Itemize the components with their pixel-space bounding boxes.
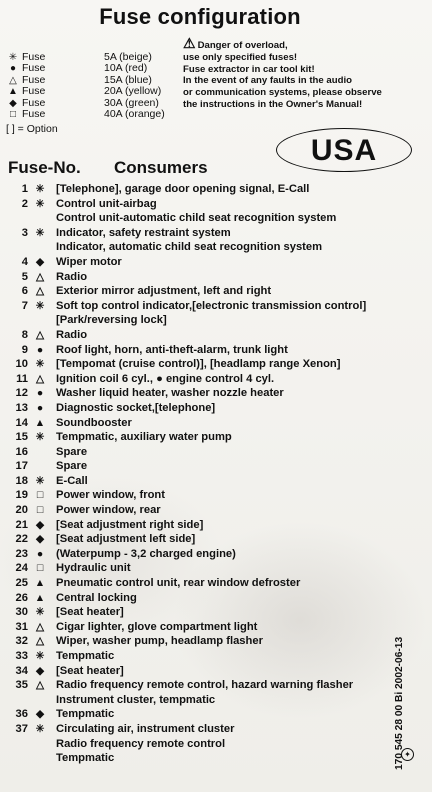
filled-triangle-icon: ▲ <box>34 416 46 429</box>
legend-row <box>6 86 176 97</box>
fuse-row <box>0 488 432 503</box>
fuse-consumer: [Tempomat (cruise control)], [headlamp range Xenon] <box>56 358 341 371</box>
fuse-consumer: E-Call <box>56 474 88 487</box>
fuse-row <box>0 634 432 649</box>
fuse-consumer: Power window, front <box>56 489 165 502</box>
asterisk-icon: ✳ <box>8 52 18 63</box>
warning-line <box>183 87 423 99</box>
legend-value: 15A (blue) <box>104 73 152 86</box>
fuse-number: 35 <box>15 679 28 692</box>
warning-text: use only specified fuses! <box>183 51 298 63</box>
fuse-row <box>0 343 432 358</box>
fuse-number: 9 <box>21 343 28 356</box>
fuse-consumer: Wiper, washer pump, headlamp flasher <box>56 635 263 648</box>
asterisk-icon: ✳ <box>35 358 45 371</box>
fuse-number: 7 <box>21 299 28 312</box>
fuse-number: 15 <box>15 431 28 444</box>
asterisk-icon: ✳ <box>35 722 45 735</box>
fuse-row-continuation <box>0 693 432 708</box>
fuse-consumer: (Waterpump - 3,2 charged engine) <box>56 547 236 560</box>
page-title: Fuse configuration <box>99 4 301 29</box>
fuse-row <box>0 401 432 416</box>
fuse-consumer: [Telephone], garage door opening signal, E-Call <box>56 183 310 195</box>
fuse-row <box>0 474 432 489</box>
fuse-number: 24 <box>15 562 28 575</box>
fuse-number: 5 <box>21 270 28 283</box>
filled-circle-icon: ● <box>36 401 44 414</box>
legend-value: 40A (orange) <box>104 107 165 120</box>
filled-triangle-icon: ▲ <box>34 591 46 604</box>
outline-triangle-icon: △ <box>35 270 45 283</box>
consumers-header: Consumers <box>114 158 208 177</box>
outline-triangle-icon: △ <box>9 74 17 86</box>
fuse-number: 12 <box>15 387 28 400</box>
warning-line <box>183 52 423 64</box>
fuse-number: 25 <box>15 577 28 590</box>
fuse-consumer: Instrument cluster, tempmatic <box>56 693 216 706</box>
outline-triangle-icon: △ <box>35 328 45 341</box>
warning-line <box>183 99 423 111</box>
fuse-consumer: Spare <box>56 445 88 458</box>
fuse-row <box>0 532 432 547</box>
fuse-consumer: Washer liquid heater, washer nozzle heater <box>56 387 284 400</box>
fuse-row <box>0 445 432 460</box>
fuse-consumer: Ignition coil 6 cyl., ● engine control 4 cyl. <box>56 372 275 385</box>
fuse-row <box>0 561 432 576</box>
outline-triangle-icon: △ <box>35 372 45 385</box>
warning-line <box>183 64 423 76</box>
fuse-consumer: Roof light, horn, anti-theft-alarm, trunk light <box>56 343 288 356</box>
warning-text: Fuse extractor in car tool kit! <box>183 63 315 75</box>
fuse-row <box>0 226 432 241</box>
legend-label: Fuse <box>22 73 46 86</box>
fuse-consumer: [Seat heater] <box>56 606 124 619</box>
fuse-row <box>0 707 432 722</box>
fuse-row <box>0 299 432 314</box>
fuse-consumer: Power window, rear <box>56 504 161 517</box>
outline-triangle-icon: △ <box>35 635 45 648</box>
fuse-number: 22 <box>15 533 28 546</box>
legend-value: 10A (red) <box>104 62 148 75</box>
fuse-row <box>0 503 432 518</box>
legend-label: Fuse <box>22 96 46 109</box>
fuse-consumer: Circulating air, instrument cluster <box>56 722 235 735</box>
fuse-row <box>0 372 432 387</box>
fuse-consumer: Tempmatic <box>56 650 115 662</box>
fuse-number: 13 <box>15 401 28 414</box>
fuse-legend <box>6 52 176 120</box>
fuse-consumer: Radio frequency remote control <box>56 737 226 750</box>
legend-label: Fuse <box>22 107 46 120</box>
fuse-consumer: Hydraulic unit <box>56 562 131 575</box>
fuse-row <box>0 182 432 197</box>
fuse-number: 18 <box>15 474 28 487</box>
fuse-row <box>0 576 432 591</box>
fuse-consumer: [Park/reversing lock] <box>56 314 167 327</box>
part-number: 170 545 28 00 Bi 2002-06-13 <box>394 636 405 770</box>
fuse-consumer: Tempmatic <box>56 708 115 721</box>
fuse-row <box>0 605 432 620</box>
fuse-consumer: Soundbooster <box>56 416 132 429</box>
fuse-row <box>0 722 432 737</box>
fuse-consumer: Exterior mirror adjustment, left and right <box>56 285 272 298</box>
fuse-row <box>0 459 432 474</box>
fuse-row <box>0 197 432 212</box>
filled-circle-icon: ● <box>36 387 44 400</box>
fuse-consumer: Spare <box>56 460 88 473</box>
fuse-row <box>0 430 432 445</box>
asterisk-icon: ✳ <box>35 606 45 619</box>
fuse-number: 6 <box>21 285 28 298</box>
outline-square-icon: □ <box>36 562 44 575</box>
asterisk-icon: ✳ <box>35 299 45 312</box>
fuse-row <box>0 284 432 299</box>
asterisk-icon: ✳ <box>35 431 45 444</box>
fuse-number: 14 <box>15 416 28 429</box>
filled-diamond-icon: ◆ <box>35 533 45 546</box>
fuse-consumer: Indicator, automatic child seat recognition system <box>56 241 323 254</box>
option-note: [ ] = Option <box>6 123 58 135</box>
warning-notice <box>183 35 423 111</box>
filled-diamond-icon: ◆ <box>35 664 45 677</box>
filled-circle-icon: ● <box>9 63 17 75</box>
warning-text: In the event of any faults in the audio <box>183 75 352 87</box>
fuse-row-continuation <box>0 737 432 752</box>
fuse-number: 17 <box>15 460 28 473</box>
legend-label: Fuse <box>22 51 46 63</box>
fuse-number: 34 <box>15 664 28 677</box>
fuse-row <box>0 416 432 431</box>
fuse-row-continuation <box>0 751 432 766</box>
fuse-consumer: Wiper motor <box>56 255 122 268</box>
legend-value: 30A (green) <box>104 96 159 109</box>
legend-label: Fuse <box>22 62 46 75</box>
fuse-row <box>0 620 432 635</box>
fuse-number: 23 <box>15 547 28 560</box>
outline-triangle-icon: △ <box>35 620 45 633</box>
filled-circle-icon: ● <box>36 343 44 356</box>
legend-row <box>6 109 176 120</box>
warning-text: or communication systems, please observe <box>183 87 382 99</box>
warning-triangle-icon: ⚠ <box>183 35 196 51</box>
manufacturer-star-icon: ✦ <box>401 748 414 761</box>
fuse-number: 2 <box>21 197 28 210</box>
outline-square-icon: □ <box>9 108 17 120</box>
fuse-consumer: Soft top control indicator,[electronic transmission control] <box>56 299 367 312</box>
region-badge: USA <box>276 128 412 172</box>
filled-diamond-icon: ◆ <box>35 518 45 531</box>
asterisk-icon: ✳ <box>35 226 45 239</box>
fuse-consumer: Pneumatic control unit, rear window defroster <box>56 577 301 590</box>
fuse-number: 26 <box>15 591 28 604</box>
fuse-row <box>0 357 432 372</box>
fuse-consumer: Radio <box>56 270 88 283</box>
fuse-row <box>0 664 432 679</box>
fuse-consumer: Control unit-automatic child seat recognition system <box>56 212 337 225</box>
fuse-row <box>0 547 432 562</box>
fuse-number: 10 <box>15 358 28 371</box>
fuse-row <box>0 678 432 693</box>
warning-text: Danger of overload, <box>197 40 288 51</box>
fuse-consumer: Cigar lighter, glove compartment light <box>56 620 258 633</box>
fuse-row <box>0 649 432 664</box>
fuse-number: 20 <box>15 504 28 517</box>
fuse-consumer: Tempmatic, auxiliary water pump <box>56 431 232 444</box>
fuse-row <box>0 386 432 401</box>
filled-triangle-icon: ▲ <box>34 577 46 590</box>
fuse-number: 30 <box>15 606 28 619</box>
fuse-number: 21 <box>15 518 28 531</box>
fuse-number: 1 <box>21 183 28 195</box>
fuse-consumer: Tempmatic <box>56 752 115 765</box>
fuse-row-continuation <box>0 313 432 328</box>
fuse-row-continuation <box>0 211 432 226</box>
fuse-number: 3 <box>21 226 28 239</box>
fuse-row <box>0 255 432 270</box>
fuse-consumer: Indicator, safety restraint system <box>56 226 231 239</box>
fuse-row <box>0 328 432 343</box>
fuse-number: 8 <box>21 328 28 341</box>
asterisk-icon: ✳ <box>35 197 45 210</box>
fuse-consumer: Diagnostic socket,[telephone] <box>56 401 216 414</box>
warning-line <box>183 75 423 87</box>
outline-triangle-icon: △ <box>35 679 45 692</box>
fuse-consumer: Radio <box>56 328 88 341</box>
fuse-number: 32 <box>15 635 28 648</box>
asterisk-icon: ✳ <box>35 474 45 487</box>
fuse-number: 37 <box>15 722 28 735</box>
legend-label: Fuse <box>22 85 46 98</box>
fuse-consumer: [Seat adjustment right side] <box>56 518 204 531</box>
fuse-number-header: Fuse-No. <box>8 158 81 177</box>
fuse-number: 31 <box>15 620 28 633</box>
legend-value: 20A (yellow) <box>104 85 162 98</box>
fuse-list <box>0 182 432 766</box>
outline-square-icon: □ <box>36 489 44 502</box>
outline-triangle-icon: △ <box>35 285 45 298</box>
fuse-number: 36 <box>15 708 28 721</box>
asterisk-icon: ✳ <box>35 183 45 195</box>
fuse-number: 11 <box>16 372 28 385</box>
legend-value: 5A (beige) <box>104 51 152 63</box>
fuse-number: 16 <box>15 445 28 458</box>
fuse-row <box>0 270 432 285</box>
fuse-number: 4 <box>21 255 28 268</box>
fuse-row-continuation <box>0 240 432 255</box>
filled-diamond-icon: ◆ <box>35 708 45 721</box>
outline-square-icon: □ <box>36 504 44 517</box>
warning-line <box>183 35 423 52</box>
filled-circle-icon: ● <box>36 547 44 560</box>
fuse-consumer: Control unit-airbag <box>56 197 157 210</box>
filled-triangle-icon: ▲ <box>8 86 18 98</box>
fuse-row <box>0 518 432 533</box>
asterisk-icon: ✳ <box>35 650 45 662</box>
filled-diamond-icon: ◆ <box>35 255 45 268</box>
filled-diamond-icon: ◆ <box>9 97 17 109</box>
fuse-row <box>0 591 432 606</box>
fuse-number: 33 <box>15 650 28 662</box>
fuse-consumer: Radio frequency remote control, hazard warning flasher <box>56 679 354 692</box>
fuse-number: 19 <box>15 489 28 502</box>
fuse-consumer: [Seat adjustment left side] <box>56 533 196 546</box>
fuse-consumer: Central locking <box>56 591 137 604</box>
warning-text: the instructions in the Owner's Manual! <box>183 98 363 110</box>
fuse-consumer: [Seat heater] <box>56 664 124 677</box>
